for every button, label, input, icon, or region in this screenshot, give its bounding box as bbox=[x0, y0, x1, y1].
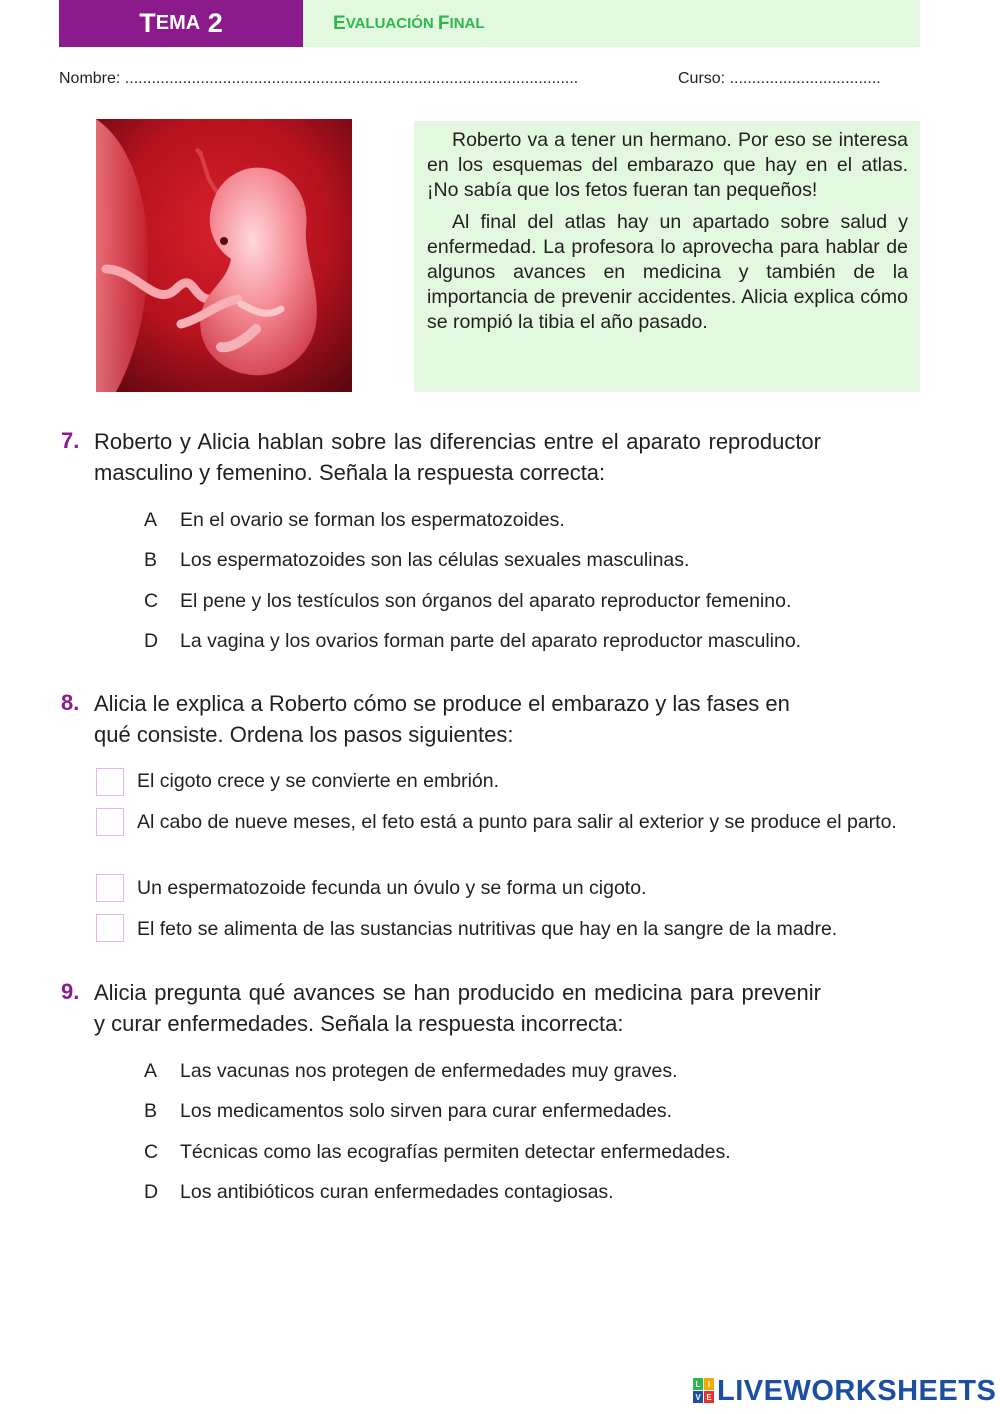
q8-step-text: El feto se alimenta de las sustancias nutritivas que hay en la sangre de la madre. bbox=[137, 918, 838, 940]
story-box bbox=[414, 121, 920, 392]
q7-option-letter[interactable]: C bbox=[144, 590, 159, 612]
q7-option-text[interactable]: El pene y los testículos son órganos del aparato reproductor femenino. bbox=[180, 590, 792, 612]
q9-option-letter[interactable]: A bbox=[144, 1060, 158, 1082]
topic-word-rest: EMA bbox=[155, 12, 201, 34]
evaluation-initial-1: E bbox=[333, 12, 346, 34]
q7-option-letter[interactable]: B bbox=[144, 549, 158, 571]
q9-option-letter[interactable]: B bbox=[144, 1100, 158, 1122]
order-input-box[interactable] bbox=[96, 914, 124, 942]
logo-mark-letter: E bbox=[704, 1391, 714, 1403]
q9-option-text[interactable]: Los antibióticos curan enfermedades contagiosas. bbox=[180, 1181, 614, 1203]
q8-step-text: Un espermatozoide fecunda un óvulo y se forma un cigoto. bbox=[137, 877, 647, 899]
story-paragraph-1: Roberto va a tener un hermano. Por eso se interesa en los esquemas del embarazo que hay en el atlas. ¡No sabía que los fetos fueran tan pequeños! bbox=[427, 129, 908, 201]
question-8-number: 8. bbox=[61, 690, 80, 715]
order-input-box[interactable] bbox=[96, 874, 124, 902]
question-9-text: Alicia pregunta qué avances se han producido en medicina para prevenir y curar enfermedades. Señala la respuesta incorrecta: bbox=[94, 980, 821, 1036]
order-input-box[interactable] bbox=[96, 768, 124, 796]
order-input-box[interactable] bbox=[96, 808, 124, 836]
course-field[interactable]: Curso: .................................. bbox=[678, 70, 881, 87]
logo-mark-letter: V bbox=[693, 1391, 703, 1403]
question-7-text: Roberto y Alicia hablan sobre las diferencias entre el aparato reproductor masculino y femenino. Señala la respuesta correcta: bbox=[94, 429, 821, 485]
q7-option-text[interactable]: En el ovario se forman los espermatozoides. bbox=[180, 509, 565, 531]
liveworksheets-logo bbox=[693, 1374, 996, 1408]
story-paragraph-2: Al final del atlas hay un apartado sobre salud y enfermedad. La profesora lo aprovecha para hablar de algunos avances en medicina y también de la importancia de prevenir accidentes. Alicia explica cómo se rompió la tibia el año pasado. bbox=[427, 211, 908, 333]
evaluation-rest-1: VALUACIÓN bbox=[345, 15, 438, 32]
q9-option-text[interactable]: Técnicas como las ecografías permiten detectar enfermedades. bbox=[180, 1141, 731, 1163]
q9-option-text[interactable]: Las vacunas nos protegen de enfermedades muy graves. bbox=[180, 1060, 678, 1082]
q8-step-text: El cigoto crece y se convierte en embrión. bbox=[137, 770, 500, 792]
q7-option-text[interactable]: Los espermatozoides son las células sexuales masculinas. bbox=[180, 549, 690, 571]
question-9-number: 9. bbox=[61, 979, 80, 1004]
evaluation-title bbox=[303, 0, 920, 47]
q7-option-letter[interactable]: D bbox=[144, 630, 159, 652]
q7-option-letter[interactable]: A bbox=[144, 509, 158, 531]
logo-wordmark: LIVEWORKSHEETS bbox=[717, 1374, 997, 1407]
topic-number: 2 bbox=[200, 8, 223, 38]
topic-initial: T bbox=[139, 8, 156, 38]
q9-option-text[interactable]: Los medicamentos solo sirven para curar enfermedades. bbox=[180, 1100, 673, 1122]
liveworksheets-mark-icon bbox=[693, 1378, 715, 1404]
q8-step-text: Al cabo de nueve meses, el feto está a punto para salir al exterior y se produce el parto. bbox=[137, 811, 897, 833]
logo-mark-letter: L bbox=[693, 1378, 703, 1390]
q9-option-letter[interactable]: C bbox=[144, 1141, 159, 1163]
question-7-number: 7. bbox=[61, 428, 80, 453]
q9-option-letter[interactable]: D bbox=[144, 1181, 159, 1203]
q7-option-text[interactable]: La vagina y los ovarios forman parte del aparato reproductor masculino. bbox=[180, 630, 802, 652]
evaluation-rest-2: INAL bbox=[449, 15, 485, 32]
logo-mark-letter: I bbox=[704, 1378, 714, 1390]
evaluation-initial-2: F bbox=[437, 12, 450, 34]
question-8-text: Alicia le explica a Roberto cómo se produce el embarazo y las fases en qué consiste. Ordena los pasos siguientes: bbox=[94, 691, 790, 747]
name-field[interactable]: Nombre: ...................................................................................................... bbox=[59, 70, 579, 87]
topic-label bbox=[59, 0, 303, 47]
fetus-image bbox=[96, 119, 352, 392]
